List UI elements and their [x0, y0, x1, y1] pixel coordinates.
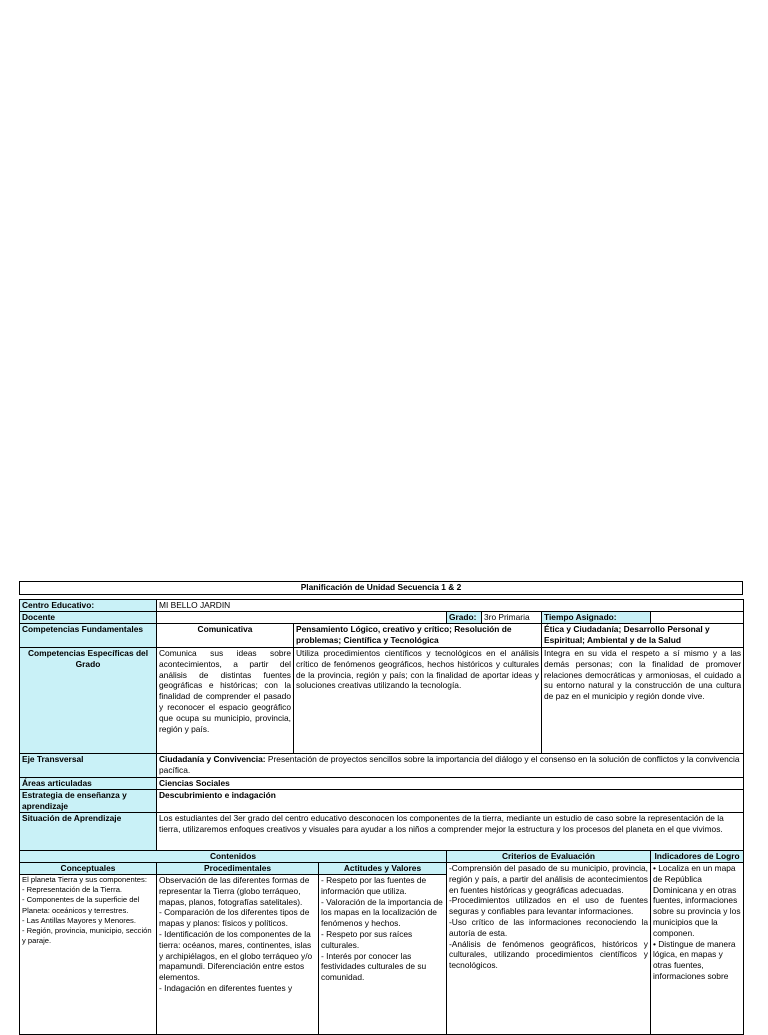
actitudes-header: Actitudes y Valores: [319, 863, 447, 875]
conceptuales-header: Conceptuales: [20, 863, 157, 875]
conceptual-item: - Representación de la Tierra.: [22, 885, 123, 895]
eje-label: Eje Transversal: [20, 754, 157, 778]
row-eje: [20, 754, 744, 778]
centro-value: MI BELLO JARDIN: [157, 600, 744, 612]
tiempo-label: Tiempo Asignado:: [542, 612, 651, 624]
actitud-item: - Respeto por las fuentes de información que utiliza.: [321, 875, 427, 896]
comp-esp-label: Competencias Específicas del Grado: [20, 648, 157, 754]
procedimentales-header: Procedimentales: [157, 863, 319, 875]
row-content-headers: [20, 863, 744, 875]
actitud-item: - Respeto por sus raíces culturales.: [321, 928, 413, 950]
criterio-item: -Uso crítico de las informaciones reconociendo la autoría de esta.: [449, 916, 648, 938]
comp-esp-1: Comunica sus ideas sobre acontecimientos, a partir del análisis de distintas fuentes geográficas e históricas; con la finalidad de comprender el pasado y reconocer el espacio geográfico que ocupa su municipio, provincia, región y país.: [157, 648, 294, 754]
criterio-item: -Comprensión del pasado de su municipio, provincia, región y país, a partir del análisis de acontecimientos en fuentes históricas y geográficas adecuadas.: [449, 863, 648, 895]
conceptual-item: - Componentes de la superficie del Planeta: oceánicos y terrestres.: [22, 895, 140, 915]
criterios-cell: [447, 863, 651, 1035]
eje-value-text: Presentación de proyectos sencillos sobre la importancia del diálogo y el consenso en la solución de conflictos y la convivencia pacífica.: [159, 754, 740, 775]
row-comp-fund: [20, 624, 744, 648]
row-centro: [20, 600, 744, 612]
comp-esp-2: Utiliza procedimientos científicos y tecnológicos en el análisis crítico de fenómenos geográficos, hechos históricos y culturales de la provincia, región y país; con la finalidad de aportar ideas y soluciones creativas utilizando la tecnología.: [294, 648, 542, 754]
areas-value: Ciencias Sociales: [157, 778, 744, 790]
criterio-item: -Análisis de fenómenos geográficos, históricos y culturales, utilizando procedimientos científicos y tecnológicos.: [449, 938, 648, 971]
actitud-item: - Valoración de la importancia de los mapas en la localización de fenómenos y hechos.: [321, 896, 443, 929]
conceptual-item: El planeta Tierra y sus componentes:: [22, 875, 147, 884]
grado-value: 3ro Primaria: [482, 612, 542, 624]
procedimental-item: - Indagación en diferentes fuentes y: [159, 982, 293, 993]
row-comp-esp: [20, 648, 744, 754]
contenidos-header: Contenidos: [20, 851, 447, 863]
conceptuales-cell: [20, 875, 157, 1035]
situacion-label: Situación de Aprendizaje: [20, 813, 157, 851]
procedimental-item: - Identificación de los componentes de la tierra: océanos, mares, continentes, islas y archipiélagos, en el globo terráqueo y/o mapamundi. Diferenciación entre estos elementos.: [159, 928, 313, 983]
actitud-item: - Interés por conocer las festividades culturales de su comunidad.: [321, 950, 427, 983]
row-areas: [20, 778, 744, 790]
eje-value: [157, 754, 744, 778]
document-title: Planificación de Unidad Secuencia 1 & 2: [19, 581, 743, 595]
conceptual-item: - Región, provincia, municipio, sección y paraje.: [22, 926, 152, 946]
docente-value: [157, 612, 447, 624]
row-estrategia: [20, 790, 744, 813]
planning-document: [19, 581, 743, 1035]
eje-value-bold: Ciudadanía y Convivencia:: [159, 754, 266, 764]
row-docente: [20, 612, 744, 624]
procedimental-item: Observación de las diferentes formas de representar la Tierra (globo terráqueo, mapas, planos, fotografías satelitales).: [159, 875, 310, 907]
criterio-item: -Procedimientos utilizados en el uso de fuentes seguras y confiables para levantar informaciones.: [449, 895, 648, 917]
criterios-header: Criterios de Evaluación: [447, 851, 651, 863]
comp-fund-etica: Ética y Ciudadanía; Desarrollo Personal y Espiritual; Ambiental y de la Salud: [542, 624, 744, 648]
actitudes-cell: [319, 875, 447, 1035]
planning-table: [19, 599, 744, 1035]
areas-label: Áreas articuladas: [20, 778, 157, 790]
conceptual-item: - Las Antillas Mayores y Menores.: [22, 915, 136, 925]
estrategia-label: Estrategia de enseñanza y aprendizaje: [20, 790, 157, 813]
comp-fund-comunicativa: Comunicativa: [157, 624, 294, 648]
row-section-headers: [20, 851, 744, 863]
comp-esp-3: Integra en su vida el respeto a sí mismo y a las demás personas; con la finalidad de promover relaciones democráticas y armoniosas, el cuidado a su entorno natural y la construcción de una cultura de paz en el municipio y región donde vive.: [542, 648, 744, 754]
docente-label: Docente: [20, 612, 157, 624]
situacion-value: Los estudiantes del 3er grado del centro educativo desconocen los componentes de la tierra, mediante un estudio de caso sobre la representación de la tierra, utilizaremos enfoques creativos y visuales para ayudar a los niños a comprender mejor la estructura y los procesos del planeta en el que vivimos.: [157, 813, 744, 851]
grado-label: Grado:: [447, 612, 482, 624]
comp-fund-label: Competencias Fundamentales: [20, 624, 157, 648]
indicador-item: • Localiza en un mapa de República Dominicana y en otras fuentes, informaciones sobre su provincia y los municipios que la componen.: [653, 863, 741, 938]
indicadores-header: Indicadores de Logro: [651, 851, 744, 863]
indicador-item: • Distingue de manera lógica, en mapas y otras fuentes, informaciones sobre: [653, 938, 736, 981]
comp-fund-pensamiento: Pensamiento Lógico, creativo y crítico; Resolución de problemas; Científica y Tecnológica: [294, 624, 542, 648]
indicadores-cell: [651, 863, 744, 1035]
estrategia-value: Descubrimiento e indagación: [157, 790, 744, 813]
procedimental-item: - Comparación de los diferentes tipos de mapas y planos: físicos y políticos.: [159, 907, 310, 929]
procedimentales-cell: [157, 875, 319, 1035]
tiempo-value: [651, 612, 744, 624]
row-situacion: [20, 813, 744, 851]
centro-label: Centro Educativo:: [20, 600, 157, 612]
